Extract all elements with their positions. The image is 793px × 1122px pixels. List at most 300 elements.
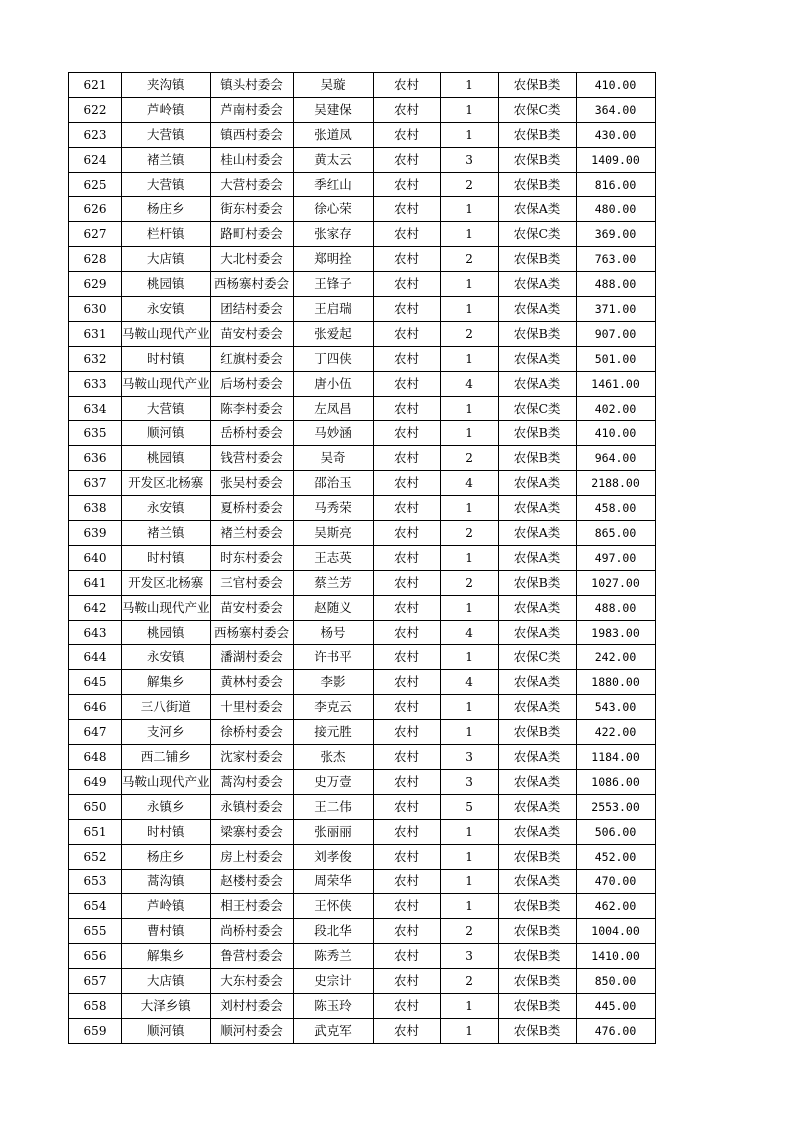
person-name-cell: 王二伟: [293, 794, 373, 819]
row-number-cell: 648: [69, 745, 122, 770]
insurance-category-cell: 农保B类: [498, 421, 576, 446]
village-committee-cell: 尚桥村委会: [210, 919, 293, 944]
person-name-cell: 刘孝俊: [293, 844, 373, 869]
amount-cell: 458.00: [576, 496, 655, 521]
township-cell: 褚兰镇: [122, 521, 211, 546]
table-row: [69, 147, 656, 172]
township-cell: 桃园镇: [122, 272, 211, 297]
table-row: [69, 272, 656, 297]
household-type-cell: 农村: [373, 172, 440, 197]
person-name-cell: 史万壹: [293, 769, 373, 794]
row-number-cell: 650: [69, 794, 122, 819]
township-cell: 时村镇: [122, 819, 211, 844]
household-type-cell: 农村: [373, 769, 440, 794]
insurance-category-cell: 农保A类: [498, 521, 576, 546]
row-number-cell: 623: [69, 122, 122, 147]
row-number-cell: 627: [69, 222, 122, 247]
row-number-cell: 631: [69, 321, 122, 346]
village-committee-cell: 路町村委会: [210, 222, 293, 247]
table-row: [69, 844, 656, 869]
amount-cell: 462.00: [576, 894, 655, 919]
household-type-cell: 农村: [373, 297, 440, 322]
insurance-category-cell: 农保A类: [498, 670, 576, 695]
row-number-cell: 658: [69, 993, 122, 1018]
township-cell: 杨庄乡: [122, 197, 211, 222]
insurance-category-cell: 农保A类: [498, 371, 576, 396]
household-type-cell: 农村: [373, 496, 440, 521]
township-cell: 开发区北杨寨: [122, 570, 211, 595]
village-committee-cell: 大北村委会: [210, 247, 293, 272]
person-name-cell: 王启瑞: [293, 297, 373, 322]
person-name-cell: 邵治玉: [293, 471, 373, 496]
row-number-cell: 621: [69, 73, 122, 98]
township-cell: 西二铺乡: [122, 745, 211, 770]
insurance-category-cell: 农保A类: [498, 620, 576, 645]
village-committee-cell: 西杨寨村委会: [210, 272, 293, 297]
township-cell: 栏杆镇: [122, 222, 211, 247]
household-type-cell: 农村: [373, 147, 440, 172]
amount-cell: 410.00: [576, 73, 655, 98]
person-name-cell: 杨号: [293, 620, 373, 645]
household-type-cell: 农村: [373, 919, 440, 944]
household-size-cell: 1: [440, 695, 498, 720]
household-type-cell: 农村: [373, 670, 440, 695]
village-committee-cell: 赵楼村委会: [210, 869, 293, 894]
township-cell: 杨庄乡: [122, 844, 211, 869]
township-cell: 开发区北杨寨: [122, 471, 211, 496]
township-cell: 马鞍山现代产业: [122, 595, 211, 620]
village-committee-cell: 团结村委会: [210, 297, 293, 322]
row-number-cell: 642: [69, 595, 122, 620]
row-number-cell: 651: [69, 819, 122, 844]
amount-cell: 1880.00: [576, 670, 655, 695]
village-committee-cell: 钱营村委会: [210, 446, 293, 471]
insurance-category-cell: 农保A类: [498, 545, 576, 570]
village-committee-cell: 镇西村委会: [210, 122, 293, 147]
insurance-category-cell: 农保B类: [498, 147, 576, 172]
row-number-cell: 624: [69, 147, 122, 172]
household-type-cell: 农村: [373, 371, 440, 396]
household-size-cell: 1: [440, 272, 498, 297]
row-number-cell: 635: [69, 421, 122, 446]
amount-cell: 1410.00: [576, 944, 655, 969]
insurance-category-cell: 农保B类: [498, 570, 576, 595]
table-row: [69, 1018, 656, 1043]
household-size-cell: 2: [440, 321, 498, 346]
township-cell: 桃园镇: [122, 620, 211, 645]
person-name-cell: 李影: [293, 670, 373, 695]
village-committee-cell: 镇头村委会: [210, 73, 293, 98]
village-committee-cell: 三官村委会: [210, 570, 293, 595]
household-size-cell: 1: [440, 595, 498, 620]
table-row: [69, 595, 656, 620]
row-number-cell: 653: [69, 869, 122, 894]
township-cell: 时村镇: [122, 346, 211, 371]
person-name-cell: 张爱起: [293, 321, 373, 346]
household-type-cell: 农村: [373, 620, 440, 645]
table-row: [69, 745, 656, 770]
table-row: [69, 819, 656, 844]
village-committee-cell: 永镇村委会: [210, 794, 293, 819]
table-row: [69, 122, 656, 147]
table-row: [69, 894, 656, 919]
village-committee-cell: 沈家村委会: [210, 745, 293, 770]
table-row: [69, 396, 656, 421]
household-type-cell: 农村: [373, 1018, 440, 1043]
household-type-cell: 农村: [373, 695, 440, 720]
household-size-cell: 1: [440, 720, 498, 745]
table-row: [69, 620, 656, 645]
amount-cell: 1409.00: [576, 147, 655, 172]
table-row: [69, 720, 656, 745]
village-committee-cell: 红旗村委会: [210, 346, 293, 371]
village-committee-cell: 褚兰村委会: [210, 521, 293, 546]
township-cell: 支河乡: [122, 720, 211, 745]
row-number-cell: 625: [69, 172, 122, 197]
village-committee-cell: 张吴村委会: [210, 471, 293, 496]
household-size-cell: 2: [440, 521, 498, 546]
insurance-category-cell: 农保B类: [498, 720, 576, 745]
household-type-cell: 农村: [373, 396, 440, 421]
row-number-cell: 646: [69, 695, 122, 720]
household-type-cell: 农村: [373, 321, 440, 346]
household-type-cell: 农村: [373, 819, 440, 844]
village-committee-cell: 桂山村委会: [210, 147, 293, 172]
village-committee-cell: 西杨寨村委会: [210, 620, 293, 645]
insurance-category-cell: 农保B类: [498, 122, 576, 147]
household-size-cell: 1: [440, 396, 498, 421]
household-size-cell: 1: [440, 645, 498, 670]
person-name-cell: 徐心荣: [293, 197, 373, 222]
household-type-cell: 农村: [373, 794, 440, 819]
township-cell: 马鞍山现代产业: [122, 371, 211, 396]
insurance-category-cell: 农保A类: [498, 496, 576, 521]
table-row: [69, 496, 656, 521]
amount-cell: 1184.00: [576, 745, 655, 770]
table-row: [69, 297, 656, 322]
person-name-cell: 段北华: [293, 919, 373, 944]
person-name-cell: 陈秀兰: [293, 944, 373, 969]
household-size-cell: 1: [440, 869, 498, 894]
person-name-cell: 武克军: [293, 1018, 373, 1043]
township-cell: 马鞍山现代产业: [122, 769, 211, 794]
amount-cell: 488.00: [576, 272, 655, 297]
amount-cell: 369.00: [576, 222, 655, 247]
table-row: [69, 769, 656, 794]
person-name-cell: 史宗计: [293, 969, 373, 994]
amount-cell: 907.00: [576, 321, 655, 346]
table-row: [69, 545, 656, 570]
amount-cell: 506.00: [576, 819, 655, 844]
township-cell: 永镇乡: [122, 794, 211, 819]
insurance-category-cell: 农保B类: [498, 993, 576, 1018]
village-committee-cell: 黄林村委会: [210, 670, 293, 695]
person-name-cell: 吴斯亮: [293, 521, 373, 546]
table-row: [69, 570, 656, 595]
household-size-cell: 1: [440, 197, 498, 222]
row-number-cell: 632: [69, 346, 122, 371]
amount-cell: 1983.00: [576, 620, 655, 645]
household-size-cell: 4: [440, 371, 498, 396]
table-row: [69, 321, 656, 346]
household-type-cell: 农村: [373, 720, 440, 745]
insurance-category-cell: 农保B类: [498, 894, 576, 919]
amount-cell: 1086.00: [576, 769, 655, 794]
person-name-cell: 王锋子: [293, 272, 373, 297]
row-number-cell: 659: [69, 1018, 122, 1043]
township-cell: 顺河镇: [122, 1018, 211, 1043]
table-row: [69, 73, 656, 98]
township-cell: 芦岭镇: [122, 97, 211, 122]
household-type-cell: 农村: [373, 521, 440, 546]
household-type-cell: 农村: [373, 73, 440, 98]
insurance-category-cell: 农保C类: [498, 396, 576, 421]
amount-cell: 865.00: [576, 521, 655, 546]
insurance-category-cell: 农保A类: [498, 769, 576, 794]
amount-cell: 410.00: [576, 421, 655, 446]
household-size-cell: 5: [440, 794, 498, 819]
township-cell: 芦岭镇: [122, 894, 211, 919]
township-cell: 大营镇: [122, 122, 211, 147]
row-number-cell: 638: [69, 496, 122, 521]
insurance-category-cell: 农保C类: [498, 97, 576, 122]
township-cell: 大店镇: [122, 969, 211, 994]
row-number-cell: 652: [69, 844, 122, 869]
household-type-cell: 农村: [373, 97, 440, 122]
person-name-cell: 季红山: [293, 172, 373, 197]
village-committee-cell: 街东村委会: [210, 197, 293, 222]
household-size-cell: 1: [440, 73, 498, 98]
household-type-cell: 农村: [373, 869, 440, 894]
household-size-cell: 1: [440, 122, 498, 147]
insurance-category-cell: 农保A类: [498, 794, 576, 819]
amount-cell: 2553.00: [576, 794, 655, 819]
township-cell: 大店镇: [122, 247, 211, 272]
household-size-cell: 2: [440, 570, 498, 595]
household-size-cell: 1: [440, 894, 498, 919]
person-name-cell: 张道凤: [293, 122, 373, 147]
village-committee-cell: 刘村村委会: [210, 993, 293, 1018]
row-number-cell: 633: [69, 371, 122, 396]
insurance-category-cell: 农保A类: [498, 819, 576, 844]
person-name-cell: 吴奇: [293, 446, 373, 471]
person-name-cell: 张丽丽: [293, 819, 373, 844]
household-size-cell: 4: [440, 620, 498, 645]
amount-cell: 402.00: [576, 396, 655, 421]
household-size-cell: 2: [440, 446, 498, 471]
row-number-cell: 641: [69, 570, 122, 595]
table-row: [69, 172, 656, 197]
insurance-category-cell: 农保B类: [498, 844, 576, 869]
row-number-cell: 647: [69, 720, 122, 745]
amount-cell: 1004.00: [576, 919, 655, 944]
insurance-category-cell: 农保A类: [498, 869, 576, 894]
amount-cell: 497.00: [576, 545, 655, 570]
amount-cell: 1461.00: [576, 371, 655, 396]
household-type-cell: 农村: [373, 993, 440, 1018]
person-name-cell: 马秀荣: [293, 496, 373, 521]
township-cell: 马鞍山现代产业: [122, 321, 211, 346]
household-size-cell: 1: [440, 421, 498, 446]
household-type-cell: 农村: [373, 197, 440, 222]
household-size-cell: 1: [440, 297, 498, 322]
amount-cell: 470.00: [576, 869, 655, 894]
household-type-cell: 农村: [373, 894, 440, 919]
person-name-cell: 李克云: [293, 695, 373, 720]
household-type-cell: 农村: [373, 944, 440, 969]
person-name-cell: 马妙涵: [293, 421, 373, 446]
insurance-category-cell: 农保A类: [498, 346, 576, 371]
table-row: [69, 446, 656, 471]
amount-cell: 816.00: [576, 172, 655, 197]
amount-cell: 488.00: [576, 595, 655, 620]
township-cell: 永安镇: [122, 297, 211, 322]
household-size-cell: 4: [440, 471, 498, 496]
person-name-cell: 王怀侠: [293, 894, 373, 919]
table-row: [69, 670, 656, 695]
table-row: [69, 521, 656, 546]
household-size-cell: 1: [440, 496, 498, 521]
household-type-cell: 农村: [373, 122, 440, 147]
household-size-cell: 3: [440, 944, 498, 969]
insurance-category-cell: 农保C类: [498, 222, 576, 247]
township-cell: 大营镇: [122, 396, 211, 421]
township-cell: 解集乡: [122, 670, 211, 695]
row-number-cell: 655: [69, 919, 122, 944]
household-type-cell: 农村: [373, 844, 440, 869]
household-type-cell: 农村: [373, 421, 440, 446]
household-size-cell: 1: [440, 819, 498, 844]
table-row: [69, 247, 656, 272]
insurance-category-cell: 农保B类: [498, 321, 576, 346]
person-name-cell: 许书平: [293, 645, 373, 670]
row-number-cell: 649: [69, 769, 122, 794]
household-size-cell: 4: [440, 670, 498, 695]
amount-cell: 763.00: [576, 247, 655, 272]
township-cell: 夹沟镇: [122, 73, 211, 98]
household-size-cell: 1: [440, 97, 498, 122]
household-type-cell: 农村: [373, 570, 440, 595]
household-type-cell: 农村: [373, 222, 440, 247]
row-number-cell: 643: [69, 620, 122, 645]
township-cell: 褚兰镇: [122, 147, 211, 172]
village-committee-cell: 苗安村委会: [210, 321, 293, 346]
row-number-cell: 626: [69, 197, 122, 222]
row-number-cell: 637: [69, 471, 122, 496]
row-number-cell: 656: [69, 944, 122, 969]
amount-cell: 2188.00: [576, 471, 655, 496]
table-row: [69, 969, 656, 994]
insurance-category-cell: 农保B类: [498, 1018, 576, 1043]
table-row: [69, 993, 656, 1018]
village-committee-cell: 顺河村委会: [210, 1018, 293, 1043]
table-row: [69, 346, 656, 371]
row-number-cell: 640: [69, 545, 122, 570]
person-name-cell: 王志英: [293, 545, 373, 570]
village-committee-cell: 鲁营村委会: [210, 944, 293, 969]
insurance-category-cell: 农保A类: [498, 595, 576, 620]
household-type-cell: 农村: [373, 645, 440, 670]
household-size-cell: 1: [440, 1018, 498, 1043]
person-name-cell: 吴建保: [293, 97, 373, 122]
village-committee-cell: 房上村委会: [210, 844, 293, 869]
person-name-cell: 陈玉玲: [293, 993, 373, 1018]
household-size-cell: 1: [440, 844, 498, 869]
household-size-cell: 2: [440, 919, 498, 944]
table-row: [69, 794, 656, 819]
row-number-cell: 630: [69, 297, 122, 322]
row-number-cell: 629: [69, 272, 122, 297]
household-size-cell: 2: [440, 172, 498, 197]
village-committee-cell: 大营村委会: [210, 172, 293, 197]
row-number-cell: 628: [69, 247, 122, 272]
township-cell: 解集乡: [122, 944, 211, 969]
row-number-cell: 622: [69, 97, 122, 122]
village-committee-cell: 岳桥村委会: [210, 421, 293, 446]
township-cell: 曹村镇: [122, 919, 211, 944]
township-cell: 大营镇: [122, 172, 211, 197]
household-size-cell: 3: [440, 147, 498, 172]
person-name-cell: 接元胜: [293, 720, 373, 745]
person-name-cell: 黄太云: [293, 147, 373, 172]
insurance-category-cell: 农保B类: [498, 73, 576, 98]
table-row: [69, 197, 656, 222]
township-cell: 蒿沟镇: [122, 869, 211, 894]
village-committee-cell: 相王村委会: [210, 894, 293, 919]
household-type-cell: 农村: [373, 595, 440, 620]
village-committee-cell: 陈李村委会: [210, 396, 293, 421]
person-name-cell: 吴璇: [293, 73, 373, 98]
amount-cell: 850.00: [576, 969, 655, 994]
person-name-cell: 丁四侠: [293, 346, 373, 371]
table-row: [69, 222, 656, 247]
township-cell: 永安镇: [122, 496, 211, 521]
household-size-cell: 3: [440, 745, 498, 770]
person-name-cell: 赵随义: [293, 595, 373, 620]
insurance-category-cell: 农保B类: [498, 919, 576, 944]
table-row: [69, 919, 656, 944]
village-committee-cell: 时东村委会: [210, 545, 293, 570]
insurance-category-cell: 农保A类: [498, 745, 576, 770]
household-type-cell: 农村: [373, 545, 440, 570]
table-row: [69, 471, 656, 496]
table-row: [69, 695, 656, 720]
insurance-category-cell: 农保A类: [498, 272, 576, 297]
amount-cell: 371.00: [576, 297, 655, 322]
table-row: [69, 944, 656, 969]
village-committee-cell: 夏桥村委会: [210, 496, 293, 521]
insurance-category-cell: 农保B类: [498, 247, 576, 272]
township-cell: 顺河镇: [122, 421, 211, 446]
township-cell: 三八街道: [122, 695, 211, 720]
household-type-cell: 农村: [373, 745, 440, 770]
amount-cell: 445.00: [576, 993, 655, 1018]
amount-cell: 964.00: [576, 446, 655, 471]
amount-cell: 1027.00: [576, 570, 655, 595]
insurance-category-cell: 农保C类: [498, 645, 576, 670]
household-type-cell: 农村: [373, 471, 440, 496]
amount-cell: 364.00: [576, 97, 655, 122]
village-committee-cell: 十里村委会: [210, 695, 293, 720]
village-committee-cell: 潘湖村委会: [210, 645, 293, 670]
insurance-category-cell: 农保B类: [498, 969, 576, 994]
row-number-cell: 636: [69, 446, 122, 471]
amount-cell: 501.00: [576, 346, 655, 371]
row-number-cell: 644: [69, 645, 122, 670]
township-cell: 大泽乡镇: [122, 993, 211, 1018]
insurance-category-cell: 农保A类: [498, 297, 576, 322]
insurance-category-cell: 农保B类: [498, 944, 576, 969]
